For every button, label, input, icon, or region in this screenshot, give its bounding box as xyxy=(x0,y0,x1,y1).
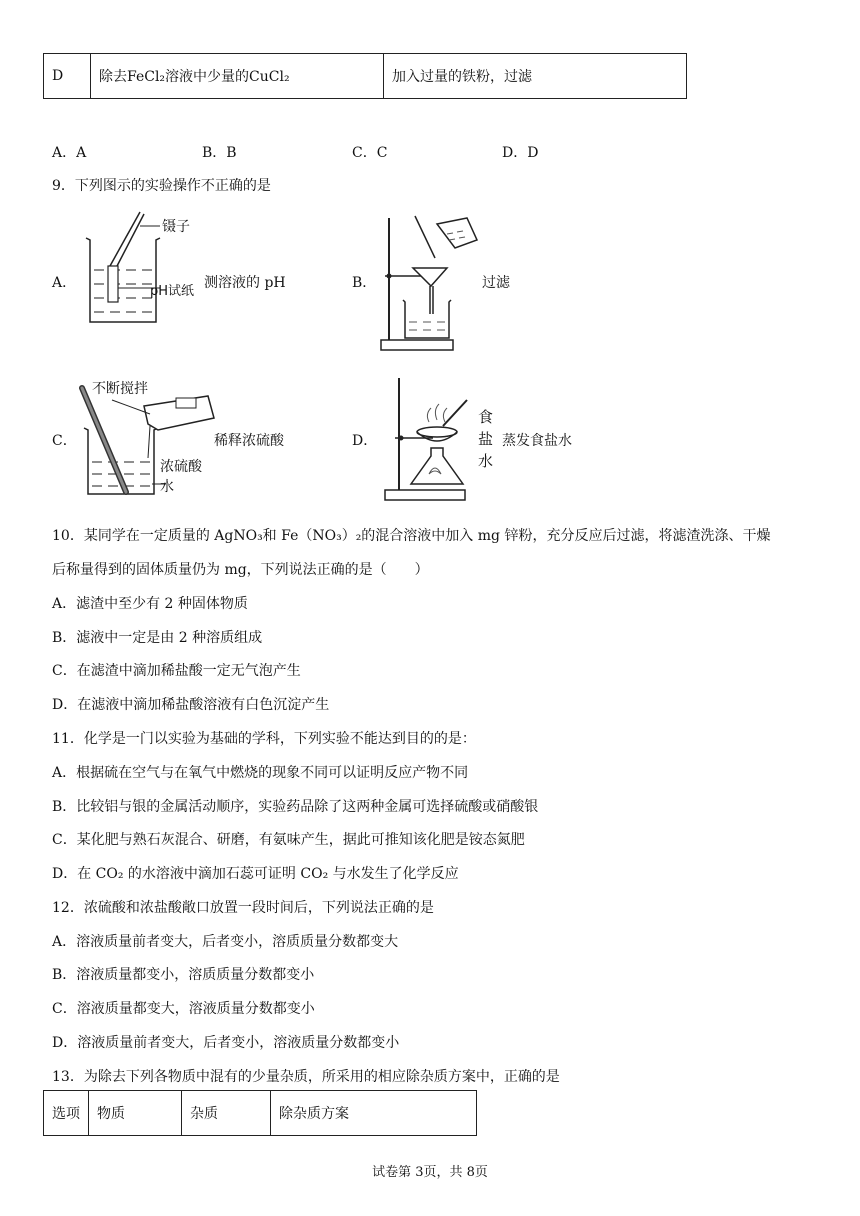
q12-option-b: B．溶液质量都变小，溶质质量分数都变小 xyxy=(52,967,315,983)
salt-water-label-1: 食 xyxy=(478,408,494,426)
q11-option-b: B．比较铝与银的金属活动顺序，实验药品除了这两种金属可选择硫酸或硝酸银 xyxy=(52,799,539,815)
q10-option-d: D．在滤液中滴加稀盐酸溶液有白色沉淀产生 xyxy=(52,697,330,713)
salt-water-label-3: 水 xyxy=(478,452,494,470)
q9-option-a-caption: 测溶液的 pH xyxy=(204,275,286,291)
evaporation-diagram xyxy=(375,374,475,502)
tweezers-label: 镊子 xyxy=(162,219,190,235)
salt-water-label-2: 盐 xyxy=(478,430,494,448)
q9-option-b-caption: 过滤 xyxy=(482,275,510,291)
q12-option-d: D．溶液质量前者变大，后者变小，溶液质量分数都变小 xyxy=(52,1035,400,1051)
q13-stem: 13．为除去下列各物质中混有的少量杂质，所采用的相应除杂质方案中，正确的是 xyxy=(52,1069,560,1085)
q9-stem: 9．下列图示的实验操作不正确的是 xyxy=(52,178,271,194)
top-table xyxy=(43,53,687,99)
q11-option-d: D．在 CO₂ 的水溶液中滴加石蕊可证明 CO₂ 与水发生了化学反应 xyxy=(52,866,459,882)
q8-option-b: B．B xyxy=(202,145,237,161)
q10-stem-line1: 10．某同学在一定质量的 AgNO₃和 Fe（NO₃）₂的混合溶液中加入 mg 锌粉，充分反应后过滤，将滤渣洗涤、干燥 xyxy=(52,528,771,544)
q11-option-c: C．某化肥与熟石灰混合、研磨，有氨味产生，据此可推知该化肥是铵态氮肥 xyxy=(52,832,525,848)
q10-stem-line2: 后称量得到的固体质量仍为 mg，下列说法正确的是（ ） xyxy=(52,562,429,578)
q9-option-a-letter: A． xyxy=(52,275,77,291)
q13-header-substance: 物质 xyxy=(89,1091,182,1136)
stir-label: 不断搅拌 xyxy=(92,381,148,397)
q8-option-d: D．D xyxy=(502,145,539,161)
q9-option-d-letter: D． xyxy=(352,433,378,449)
q9-option-c-letter: C． xyxy=(52,433,77,449)
table-cell-substance: 除去FeCl₂溶液中少量的CuCl₂ xyxy=(91,54,384,99)
q8-option-c: C．C xyxy=(352,145,388,161)
q9-option-c-caption: 稀释浓硫酸 xyxy=(214,433,284,449)
q12-stem: 12．浓硫酸和浓盐酸敞口放置一段时间后，下列说法正确的是 xyxy=(52,900,434,916)
q9-option-b-letter: B． xyxy=(352,275,377,291)
q13-header-impurity: 杂质 xyxy=(182,1091,271,1136)
q12-option-c: C．溶液质量都变大，溶液质量分数都变小 xyxy=(52,1001,315,1017)
page-footer: 试卷第 3页，共 8页 xyxy=(372,1165,488,1180)
q10-option-b: B．滤液中一定是由 2 种溶质组成 xyxy=(52,630,263,646)
q9-option-d-caption: 蒸发食盐水 xyxy=(502,433,572,449)
q10-option-a: A．滤渣中至少有 2 种固体物质 xyxy=(52,596,248,612)
q13-header-method: 除杂质方案 xyxy=(271,1091,477,1136)
q13-table xyxy=(43,1090,477,1136)
q12-option-a: A．溶液质量前者变大，后者变小，溶质质量分数都变大 xyxy=(52,934,399,950)
table-cell-option: D xyxy=(44,54,91,99)
conc-acid-label: 浓硫酸 xyxy=(160,459,202,475)
water-label: 水 xyxy=(160,479,174,495)
q13-header-option: 选项 xyxy=(44,1091,89,1136)
q11-stem: 11．化学是一门以实验为基础的学科，下列实验不能达到目的的是： xyxy=(52,731,476,747)
q8-option-a: A．A xyxy=(52,145,87,161)
table-cell-method: 加入过量的铁粉，过滤 xyxy=(384,54,687,99)
ph-paper-label: pH试纸 xyxy=(150,284,195,299)
q10-option-c: C．在滤渣中滴加稀盐酸一定无气泡产生 xyxy=(52,663,301,679)
q11-option-a: A．根据硫在空气与在氧气中燃烧的现象不同可以证明反应产物不同 xyxy=(52,765,469,781)
filtration-diagram xyxy=(375,214,485,354)
